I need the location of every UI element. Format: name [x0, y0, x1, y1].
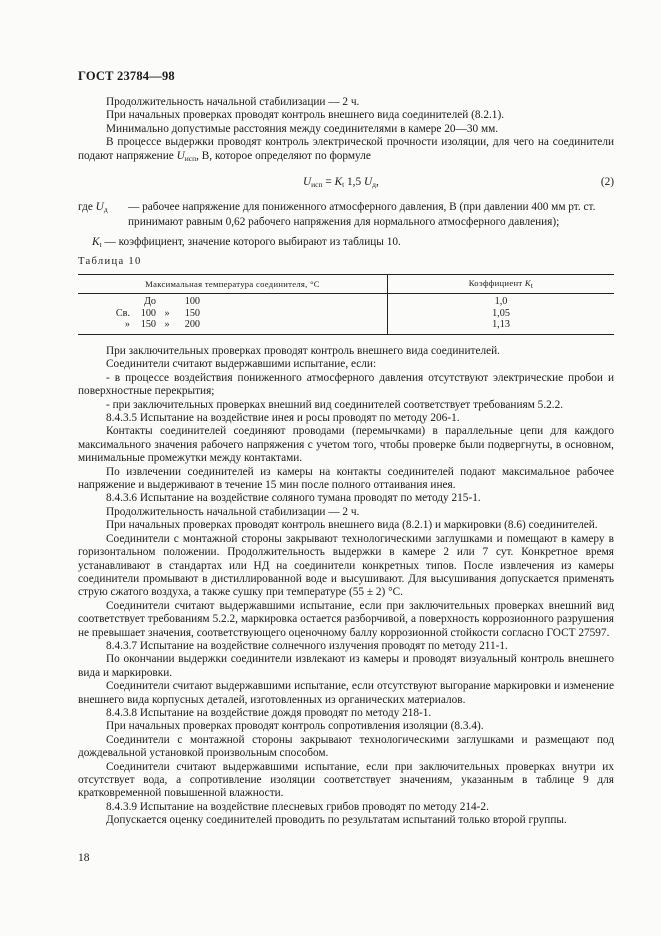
paragraph: Продолжительность начальной стабилизации — 2 ч.: [106, 505, 360, 518]
coefficient-value: 1,13: [492, 319, 510, 330]
paragraph: 8.4.3.6 Испытание на воздействие соляного тумана проводят по методу 215-1.: [106, 492, 481, 505]
table-10: [78, 274, 614, 335]
table-cell-coefficients: [388, 294, 615, 335]
document-header: ГОСТ 23784—98: [78, 69, 175, 83]
table-cell-temperatures: [78, 294, 388, 335]
legend-item-ud: где $U_д$ — рабочее напряжение для пониженного атмосферного давления, В (при давлении 400 мм рт. ст.: [78, 201, 596, 214]
paragraph: При заключительных проверках проводят контроль внешнего вида соединителей.: [106, 345, 500, 357]
temperature-range: До 100: [143, 296, 200, 307]
paragraph: По окончании выдержки соединители извлекают из камеры и проводят визуальный контроль внешнего вида и маркировки.: [78, 653, 614, 679]
body-section: [78, 345, 614, 828]
table-header-temperature: Максимальная температура соединителя, °С: [78, 275, 388, 294]
paragraph: При начальных проверках проводят контроль внешнего вида (8.2.1) и маркировки (8.6) соединителей.: [106, 519, 598, 532]
formula-legend: где $U_д$ — рабочее напряжение для пониженного атмосферного давления, В (при давлении 400 мм рт. ст. принимают равным 0,62 рабочего напряжения для нормального атмосферного давления); $K_t$ — коэффициент, значение которого выбирают из таблицы 10.: [78, 201, 614, 251]
paragraph-with-symbol: В процессе выдержки проводят контроль электрической прочности изоляции, для чего на соединители подают напряжение $U_{исп}$, В, которое определяют по формуле: [78, 136, 614, 163]
paragraph: Соединители считают выдержавшими испытание, если при заключительных проверках внешний вид соответствует требованиям 5.2.2, маркировка остается разборчивой, а поверхность коррозионного разрушения не превышает значения, соответствующего оценочному баллу коррозионной стойкости согласно ГОСТ 27597.: [78, 599, 614, 639]
paragraph: Соединители с монтажной стороны закрывают технологическими заглушками и размещают под дождевальной установкой произвольным способом.: [78, 733, 614, 760]
coefficient-value: 1,0: [494, 296, 508, 307]
paragraph: Соединители считают выдержавшими испытание, если:: [106, 358, 377, 371]
paragraph: Допускается оценку соединителей проводить по результатам испытаний только второй группы.: [106, 814, 567, 827]
paragraph: При начальных проверках проводят контроль внешнего вида соединителей (8.2.1).: [106, 109, 505, 122]
paragraph: При начальных проверках проводят контроль сопротивления изоляции (8.3.4).: [106, 720, 484, 733]
page-number: 18: [78, 852, 90, 864]
temperature-range: Св. 100 » 150: [115, 307, 200, 319]
legend-item-kt: $K_t$ — коэффициент, значение которого выбирают из таблицы 10.: [92, 235, 401, 249]
formula-expression: $U_{исп} = K_t$ 1,5 $U_д$,: [303, 176, 379, 189]
paragraph: - при заключительных проверках внешний вид соединителей соответствует требованиям 5.2.2.: [106, 398, 564, 411]
paragraph: Соединители считают выдержавшими испытание, если при заключительных проверках внутри их отсутствует вода, а сопротивление изоляции соответствует значениям, указанным в таблице 9 для кратковременной повышенной влажности.: [78, 760, 614, 800]
table-caption: Таблица 10: [78, 256, 142, 267]
paragraph: Соединители считают выдержавшими испытание, если отсутствуют выгорание маркировки и изменение внешнего вида корпусных деталей, изготовленных из органических материалов.: [78, 680, 614, 706]
paragraph: 8.4.3.5 Испытание на воздействие инея и росы проводят по методу 206-1.: [106, 412, 460, 425]
table-header-coefficient: Коэффициент $K_t$: [388, 275, 615, 294]
paragraph: 8.4.3.8 Испытание на воздействие дождя проводят по методу 218-1.: [106, 706, 432, 719]
paragraph: По извлечении соединителей из камеры на контакты соединителей подают максимальное рабочее напряжение и выдерживают в течение 15 мин после полного оттаивания инея.: [78, 465, 614, 492]
formula-2: [78, 176, 614, 190]
paragraph: 8.4.3.7 Испытание на воздействие солнечного излучения проводят по методу 211-1.: [106, 639, 508, 652]
paragraph: Продолжительность начальной стабилизации — 2 ч.: [106, 96, 360, 108]
formula-number: (2): [600, 176, 614, 188]
paragraph: Контакты соединителей соединяют проводами (перемычками) в параллельные цепи для каждого максимального значения рабочего напряжения с учетом того, чтобы проверке были подвергнуты, в основном, минимальные промежутки между контактами.: [78, 425, 614, 465]
paragraph: 8.4.3.9 Испытание на воздействие плесневых грибов проводят по методу 214-2.: [106, 800, 489, 813]
paragraph: Минимально допустимые расстояния между соединителями в камере 20—30 мм.: [106, 122, 499, 135]
intro-section: [78, 96, 614, 165]
coefficient-value: 1,05: [492, 307, 510, 319]
paragraph: - в процессе воздействия пониженного атмосферного давления отсутствуют электрические пробои и поверхностные перекрытия;: [78, 371, 614, 398]
temperature-range: » 150 » 200: [124, 319, 200, 330]
paragraph: Соединители с монтажной стороны закрывают технологическими заглушками и помещают в камеру в горизонтальном положении. Продолжительность выдержки в камере 2 или 7 сут. Конкретное время устанавливают в стандартах или НД на соединители конкретных типов. После извлечения из камеры соединители промывают в дистиллированной воде и высушивают. Для высушивания допускается применять струю сжатого воздуха, а также сушку при температуре (55 ± 2) °С.: [78, 532, 614, 599]
